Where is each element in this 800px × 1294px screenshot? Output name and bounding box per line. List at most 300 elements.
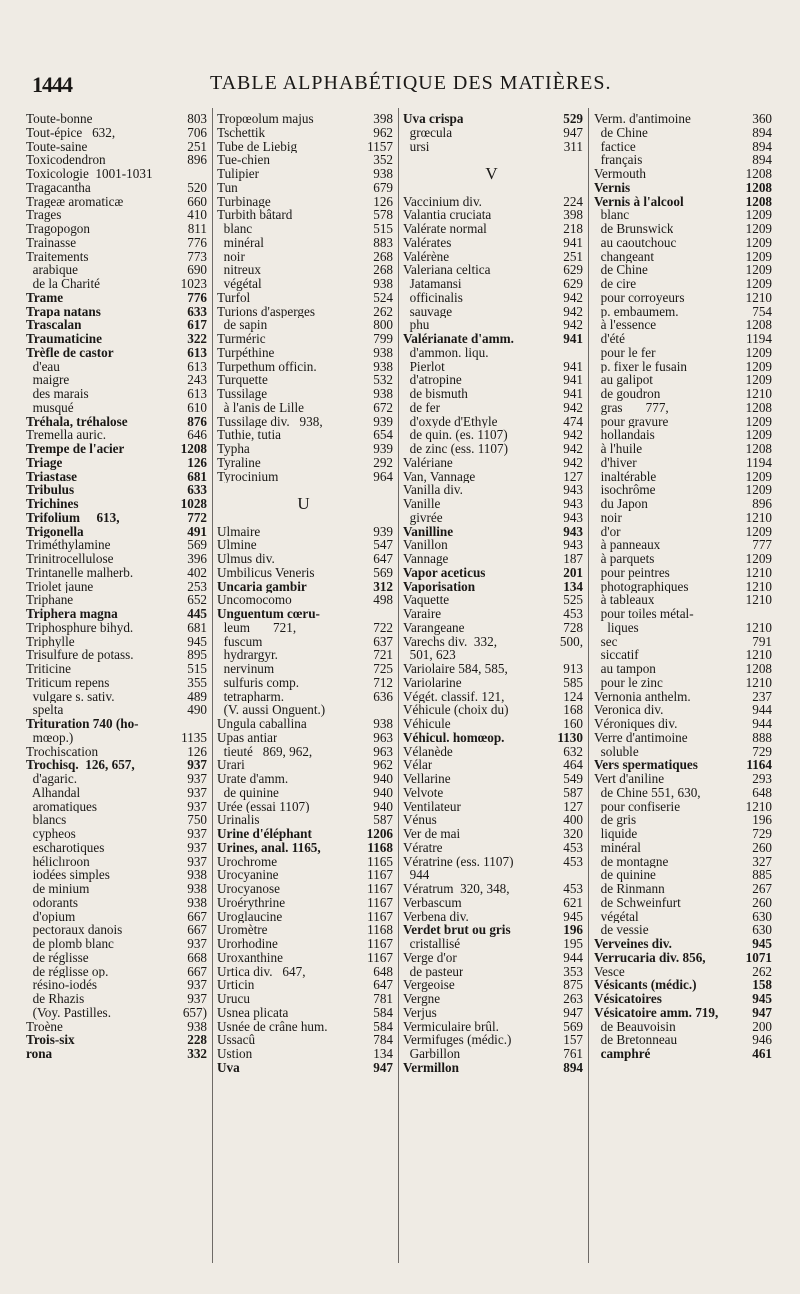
entry-term: Trinitrocellulose bbox=[26, 552, 114, 566]
entry-term: Verm. d'antimoine bbox=[594, 112, 691, 126]
index-entry bbox=[217, 277, 393, 291]
index-entry bbox=[403, 263, 583, 277]
index-entry bbox=[403, 332, 583, 346]
entry-page-ref: 679 bbox=[373, 179, 393, 195]
entry-page-ref: 942 bbox=[563, 399, 583, 415]
index-entry bbox=[217, 112, 393, 126]
entry-page-ref: 195 bbox=[563, 936, 583, 951]
entry-page-ref: 938 bbox=[373, 344, 393, 360]
entry-term: minéral bbox=[217, 235, 264, 250]
index-entry bbox=[217, 456, 393, 470]
entry-page-ref: 937 bbox=[187, 853, 207, 869]
index-entry bbox=[594, 250, 772, 264]
index-entry bbox=[594, 497, 772, 511]
entry-page-ref: 940 bbox=[373, 798, 393, 814]
entry-page-ref bbox=[310, 497, 313, 511]
entry-term: Vaporisation bbox=[403, 579, 476, 594]
entry-page-ref: 1209 bbox=[745, 221, 772, 236]
entry-term: escharotiques bbox=[26, 840, 105, 855]
entry-term: français bbox=[594, 153, 643, 167]
entry-term: liquide bbox=[594, 827, 638, 841]
index-entry bbox=[26, 635, 207, 649]
entry-term: Tuthie, tutia bbox=[217, 428, 281, 442]
entry-term: d'hiver bbox=[594, 455, 637, 470]
entry-page-ref: 888 bbox=[752, 729, 772, 745]
entry-term: Tulipier bbox=[217, 167, 260, 181]
entry-term: de vessie bbox=[594, 923, 649, 937]
index-entry bbox=[26, 497, 207, 511]
entry-page-ref: 776 bbox=[187, 234, 207, 250]
index-entry bbox=[403, 511, 583, 525]
entry-page-ref: 942 bbox=[563, 454, 583, 470]
index-entry bbox=[594, 181, 772, 195]
index-entry bbox=[403, 648, 583, 662]
index-entry bbox=[594, 373, 772, 387]
entry-term: de Chine bbox=[594, 125, 648, 140]
entry-page-ref: 1210 bbox=[745, 647, 772, 663]
entry-term: Véhicule bbox=[403, 717, 451, 731]
entry-page-ref: 894 bbox=[752, 124, 772, 140]
entry-term: tieuté 869, 962, bbox=[217, 744, 313, 759]
entry-page-ref: 668 bbox=[187, 949, 207, 965]
entry-page-ref: 1164 bbox=[746, 757, 772, 773]
entry-page-ref: 532 bbox=[373, 372, 393, 388]
entry-term: Ventilateur bbox=[403, 799, 461, 814]
entry-page-ref: 895 bbox=[187, 647, 207, 663]
index-entry bbox=[217, 923, 393, 937]
index-entry bbox=[594, 635, 772, 649]
entry-page-ref bbox=[580, 868, 583, 882]
entry-term: d'été bbox=[594, 332, 625, 346]
entry-term: liques bbox=[594, 620, 639, 635]
index-entry bbox=[217, 745, 393, 759]
entry-term: Garbillon bbox=[403, 1047, 461, 1061]
index-entry bbox=[26, 951, 207, 965]
entry-page-ref: 647 bbox=[373, 977, 393, 993]
index-entry bbox=[217, 305, 393, 319]
entry-page-ref: 445 bbox=[187, 606, 207, 621]
index-entry bbox=[403, 813, 583, 827]
index-entry bbox=[217, 813, 393, 827]
entry-page-ref: 636 bbox=[373, 688, 393, 704]
entry-term: Vésicatoires bbox=[594, 992, 662, 1006]
entry-page-ref: 578 bbox=[373, 207, 393, 223]
index-entry bbox=[26, 813, 207, 827]
entry-term: nervinum bbox=[217, 662, 275, 676]
entry-term: arabique bbox=[26, 263, 78, 277]
entry-page-ref: 410 bbox=[187, 207, 207, 223]
index-entry bbox=[217, 992, 393, 1006]
entry-page-ref bbox=[204, 717, 207, 731]
entry-page-ref: 584 bbox=[373, 1004, 393, 1020]
entry-page-ref: 489 bbox=[187, 688, 207, 704]
index-entry bbox=[403, 923, 583, 937]
index-entry bbox=[594, 1020, 772, 1034]
index-entry bbox=[26, 690, 207, 704]
entry-term: de pasteur bbox=[403, 964, 464, 979]
entry-page-ref: 1209 bbox=[745, 523, 772, 539]
entry-term: Triméthylamine bbox=[26, 538, 111, 552]
index-entry bbox=[403, 470, 583, 484]
entry-term: sauvage bbox=[403, 304, 453, 319]
index-entry bbox=[594, 1033, 772, 1047]
entry-page-ref: 942 bbox=[563, 303, 583, 319]
entry-page-ref: 1208 bbox=[745, 193, 772, 209]
entry-term: pour peintres bbox=[594, 565, 670, 580]
index-entry bbox=[26, 593, 207, 607]
entry-page-ref: 667 bbox=[187, 922, 207, 938]
index-entry bbox=[217, 1020, 393, 1034]
entry-page-ref: 729 bbox=[752, 743, 772, 759]
entry-term: Tube de Liebig bbox=[217, 139, 298, 154]
index-entry bbox=[26, 263, 207, 277]
entry-term: à tableaux bbox=[594, 593, 655, 607]
index-entry bbox=[217, 483, 393, 497]
entry-term: Urinalis bbox=[217, 813, 260, 827]
entry-page-ref: 322 bbox=[187, 331, 207, 346]
entry-page-ref: 941 bbox=[563, 386, 583, 401]
entry-term: pour le zinc bbox=[594, 675, 663, 690]
index-entry bbox=[403, 1006, 583, 1020]
entry-page-ref: 963 bbox=[373, 729, 393, 745]
entry-term: leum 721, bbox=[217, 620, 297, 635]
entry-term: officinalis bbox=[403, 290, 463, 305]
entry-page-ref: 1028 bbox=[180, 496, 207, 511]
entry-page-ref: 963 bbox=[373, 743, 393, 759]
entry-term: Vératrine (ess. 1107) bbox=[403, 854, 514, 869]
entry-page-ref: 1168 bbox=[367, 922, 393, 938]
entry-term: de bismuth bbox=[403, 387, 468, 401]
index-entry bbox=[594, 318, 772, 332]
index-entry bbox=[403, 662, 583, 676]
entry-page-ref: 453 bbox=[563, 853, 583, 869]
entry-term: Triticine bbox=[26, 662, 71, 676]
entry-page-ref: 1209 bbox=[745, 248, 772, 264]
index-entry bbox=[403, 593, 583, 607]
index-entry bbox=[594, 387, 772, 401]
entry-term: blancs bbox=[26, 813, 67, 827]
index-entry bbox=[26, 772, 207, 786]
entry-page-ref: 633 bbox=[187, 482, 207, 498]
entry-term: Trochisq. 126, 657, bbox=[26, 758, 135, 772]
entry-term: blanc bbox=[594, 208, 630, 222]
entry-term: Urochrome bbox=[217, 854, 278, 869]
entry-term: de montagne bbox=[594, 854, 669, 869]
entry-page-ref: 134 bbox=[563, 578, 583, 594]
entry-page-ref: 500, bbox=[559, 633, 583, 649]
index-entry bbox=[594, 896, 772, 910]
index-column-4 bbox=[594, 112, 772, 1262]
entry-term: Trochiscation bbox=[26, 744, 99, 759]
entry-page-ref: 1167 bbox=[367, 881, 393, 896]
entry-page-ref: 251 bbox=[563, 248, 583, 264]
entry-page-ref: 894 bbox=[752, 152, 772, 168]
entry-term: Verdet brut ou gris bbox=[403, 923, 511, 937]
index-entry bbox=[26, 896, 207, 910]
entry-term: Valeriana celtica bbox=[403, 263, 491, 277]
entry-page-ref: 938 bbox=[373, 276, 393, 291]
index-entry bbox=[594, 662, 772, 676]
column-divider bbox=[588, 108, 589, 1263]
entry-term: de goudron bbox=[594, 387, 661, 401]
index-entry bbox=[403, 305, 583, 319]
entry-page-ref: 937 bbox=[187, 826, 207, 841]
index-entry bbox=[217, 937, 393, 951]
entry-term: Traumaticine bbox=[26, 332, 102, 346]
entry-page-ref: 260 bbox=[752, 894, 772, 910]
entry-page-ref: 187 bbox=[563, 551, 583, 566]
entry-term: Triphera magna bbox=[26, 607, 118, 621]
entry-term: U bbox=[297, 497, 310, 511]
entry-term: photographiques bbox=[594, 579, 689, 594]
entry-page-ref: 1209 bbox=[745, 551, 772, 566]
index-column-3 bbox=[403, 112, 583, 1262]
index-entry bbox=[26, 827, 207, 841]
entry-page-ref: 352 bbox=[373, 152, 393, 168]
entry-term: Urticin bbox=[217, 978, 255, 992]
index-entry bbox=[26, 250, 207, 264]
entry-page-ref: 629 bbox=[563, 276, 583, 291]
entry-term: d'ammon. liqu. bbox=[403, 345, 489, 360]
entry-page-ref: 268 bbox=[373, 248, 393, 264]
entry-term: Trascalan bbox=[26, 318, 82, 332]
entry-page-ref: 947 bbox=[373, 1059, 393, 1075]
entry-term: Verbascum bbox=[403, 895, 462, 910]
entry-page-ref: 584 bbox=[373, 1018, 393, 1034]
entry-page-ref: 610 bbox=[187, 399, 207, 415]
entry-page-ref bbox=[580, 648, 583, 662]
index-entry bbox=[217, 1033, 393, 1047]
entry-term: de Chine 551, 630, bbox=[594, 785, 701, 800]
entry-page-ref: 1194 bbox=[746, 454, 772, 470]
entry-term: Turpethum officin. bbox=[217, 359, 317, 374]
index-entry bbox=[403, 786, 583, 800]
entry-page-ref: 1210 bbox=[745, 289, 772, 305]
index-entry bbox=[217, 978, 393, 992]
entry-term: Verre d'antimoine bbox=[594, 730, 688, 745]
entry-page-ref: 332 bbox=[187, 1046, 207, 1061]
index-entry bbox=[26, 318, 207, 332]
index-entry bbox=[217, 965, 393, 979]
entry-page-ref: 491 bbox=[187, 523, 207, 539]
entry-term: Urari bbox=[217, 758, 245, 772]
entry-term: Vanilla div. bbox=[403, 483, 463, 497]
entry-term: Triphosphure bihyd. bbox=[26, 620, 134, 635]
entry-page-ref: 637 bbox=[373, 633, 393, 649]
index-entry bbox=[217, 360, 393, 374]
entry-term: Tragopogon bbox=[26, 222, 90, 236]
entry-term: végétal bbox=[217, 277, 262, 291]
entry-page-ref: 672 bbox=[373, 399, 393, 415]
index-entry bbox=[26, 387, 207, 401]
entry-term: cypheos bbox=[26, 827, 76, 841]
entry-page-ref: 355 bbox=[187, 674, 207, 690]
index-entry bbox=[403, 868, 583, 882]
entry-term: Vergne bbox=[403, 992, 441, 1006]
entry-page-ref: 646 bbox=[187, 427, 207, 443]
index-entry bbox=[26, 470, 207, 484]
index-entry bbox=[217, 208, 393, 222]
entry-term: sulfuris comp. bbox=[217, 675, 300, 690]
entry-term: d'or bbox=[594, 524, 621, 539]
entry-page-ref: 729 bbox=[752, 826, 772, 841]
index-entry bbox=[26, 483, 207, 497]
entry-term: Uncaria gambir bbox=[217, 579, 307, 594]
index-entry bbox=[26, 1020, 207, 1034]
index-entry bbox=[594, 951, 772, 965]
index-entry bbox=[217, 442, 393, 456]
entry-page-ref: 158 bbox=[752, 977, 772, 993]
index-entry bbox=[403, 442, 583, 456]
index-entry bbox=[26, 965, 207, 979]
entry-page-ref: 938 bbox=[373, 358, 393, 374]
index-entry bbox=[217, 1006, 393, 1020]
entry-term: Vernis à l'alcool bbox=[594, 194, 684, 209]
entry-term: Ver de mai bbox=[403, 827, 461, 841]
entry-term: Velvote bbox=[403, 785, 444, 800]
index-entry bbox=[403, 497, 583, 511]
index-entry bbox=[26, 841, 207, 855]
entry-page-ref: 681 bbox=[187, 468, 207, 484]
entry-page-ref: 1208 bbox=[745, 399, 772, 415]
entry-term: aromatiques bbox=[26, 799, 98, 814]
entry-page-ref: 947 bbox=[563, 1004, 583, 1020]
entry-page-ref: 1208 bbox=[745, 441, 772, 456]
entry-term: Turbith bâtard bbox=[217, 208, 293, 222]
entry-page-ref: 799 bbox=[373, 331, 393, 346]
index-entry bbox=[217, 387, 393, 401]
entry-page-ref: 712 bbox=[373, 674, 393, 690]
entry-term: Triolet jaune bbox=[26, 579, 94, 594]
entry-page-ref: 1209 bbox=[745, 413, 772, 429]
entry-page-ref bbox=[580, 153, 583, 167]
entry-term: Trapa natans bbox=[26, 304, 101, 319]
entry-term: héliclıroon bbox=[26, 854, 90, 869]
entry-term: Vernonia anthelm. bbox=[594, 689, 691, 704]
entry-page-ref: 524 bbox=[373, 289, 393, 305]
entry-page-ref: 761 bbox=[563, 1046, 583, 1061]
entry-page-ref: 218 bbox=[563, 221, 583, 236]
entry-term: Vanillon bbox=[403, 538, 448, 552]
entry-term: Trintanelle malherb. bbox=[26, 565, 134, 580]
index-entry bbox=[594, 937, 772, 951]
entry-term: Varechs div. 332, bbox=[403, 634, 497, 649]
entry-term: Toute-saine bbox=[26, 139, 88, 154]
entry-page-ref: 725 bbox=[373, 661, 393, 676]
index-entry bbox=[403, 731, 583, 745]
index-entry bbox=[594, 882, 772, 896]
index-entry bbox=[594, 140, 772, 154]
entry-term: au tampon bbox=[594, 662, 656, 676]
entry-page-ref: 587 bbox=[373, 812, 393, 828]
entry-term: siccatif bbox=[594, 648, 639, 662]
index-entry bbox=[217, 415, 393, 429]
index-entry bbox=[594, 428, 772, 442]
index-entry bbox=[26, 525, 207, 539]
entry-term: de Brunswick bbox=[594, 222, 674, 236]
index-entry bbox=[217, 676, 393, 690]
index-entry bbox=[26, 882, 207, 896]
entry-term: de Rhazis bbox=[26, 992, 85, 1006]
index-entry bbox=[26, 992, 207, 1006]
index-entry bbox=[217, 635, 393, 649]
entry-term: odorants bbox=[26, 895, 79, 910]
index-entry bbox=[26, 153, 207, 167]
index-entry bbox=[26, 208, 207, 222]
entry-term: Véhicul. homœop. bbox=[403, 730, 505, 745]
entry-page-ref: 660 bbox=[187, 193, 207, 209]
index-entry bbox=[217, 786, 393, 800]
entry-term: de quinine bbox=[217, 785, 279, 800]
index-entry bbox=[594, 483, 772, 497]
index-entry bbox=[403, 978, 583, 992]
index-entry bbox=[403, 896, 583, 910]
entry-page-ref: 1209 bbox=[745, 234, 772, 250]
entry-term: à l'essence bbox=[594, 318, 657, 332]
index-entry bbox=[217, 758, 393, 772]
entry-term: Véroniques div. bbox=[594, 717, 678, 731]
entry-page-ref: 896 bbox=[752, 496, 772, 511]
entry-term: minéral bbox=[594, 840, 641, 855]
index-entry bbox=[594, 222, 772, 236]
entry-page-ref: 942 bbox=[563, 427, 583, 443]
entry-term: grœcula bbox=[403, 125, 453, 140]
entry-page-ref bbox=[390, 483, 393, 497]
entry-term: Uroérythrine bbox=[217, 895, 286, 910]
entry-page-ref: 940 bbox=[373, 771, 393, 786]
entry-term: phu bbox=[403, 318, 430, 332]
entry-page-ref: 1206 bbox=[366, 826, 393, 841]
index-entry bbox=[217, 153, 393, 167]
entry-page-ref: 1210 bbox=[745, 564, 772, 580]
index-entry bbox=[594, 263, 772, 277]
index-entry bbox=[217, 566, 393, 580]
entry-term: Vanille bbox=[403, 497, 441, 511]
entry-term: Ungula caballina bbox=[217, 717, 307, 731]
entry-term: Tremella auric. bbox=[26, 428, 107, 442]
entry-term: Ustion bbox=[217, 1047, 253, 1061]
index-entry bbox=[594, 731, 772, 745]
index-entry bbox=[594, 978, 772, 992]
index-entry bbox=[26, 855, 207, 869]
entry-page-ref: 127 bbox=[563, 798, 583, 814]
entry-term: Traitements bbox=[26, 249, 89, 264]
entry-term: Trichines bbox=[26, 497, 79, 511]
index-entry bbox=[26, 195, 207, 209]
entry-term: Urucu bbox=[217, 992, 250, 1006]
entry-page-ref: 157 bbox=[563, 1032, 583, 1048]
entry-term: Turbinage bbox=[217, 194, 271, 209]
index-entry bbox=[217, 841, 393, 855]
entry-term: Tribulus bbox=[26, 483, 75, 497]
entry-page-ref: 943 bbox=[563, 482, 583, 498]
index-entry bbox=[594, 923, 772, 937]
entry-term: Trituration 740 (ho- bbox=[26, 717, 139, 731]
index-entry bbox=[594, 786, 772, 800]
entry-page-ref: 525 bbox=[563, 592, 583, 608]
entry-page-ref: 648 bbox=[752, 784, 772, 800]
entry-term: Triticum repens bbox=[26, 675, 110, 690]
index-entry bbox=[26, 910, 207, 924]
entry-term: Trempe de l'acier bbox=[26, 442, 125, 456]
index-entry bbox=[217, 882, 393, 896]
index-entry bbox=[594, 346, 772, 360]
index-entry bbox=[26, 332, 207, 346]
index-entry bbox=[217, 126, 393, 140]
entry-term: Vermouth bbox=[594, 167, 647, 181]
index-entry bbox=[26, 566, 207, 580]
entry-page-ref: 200 bbox=[752, 1018, 772, 1034]
